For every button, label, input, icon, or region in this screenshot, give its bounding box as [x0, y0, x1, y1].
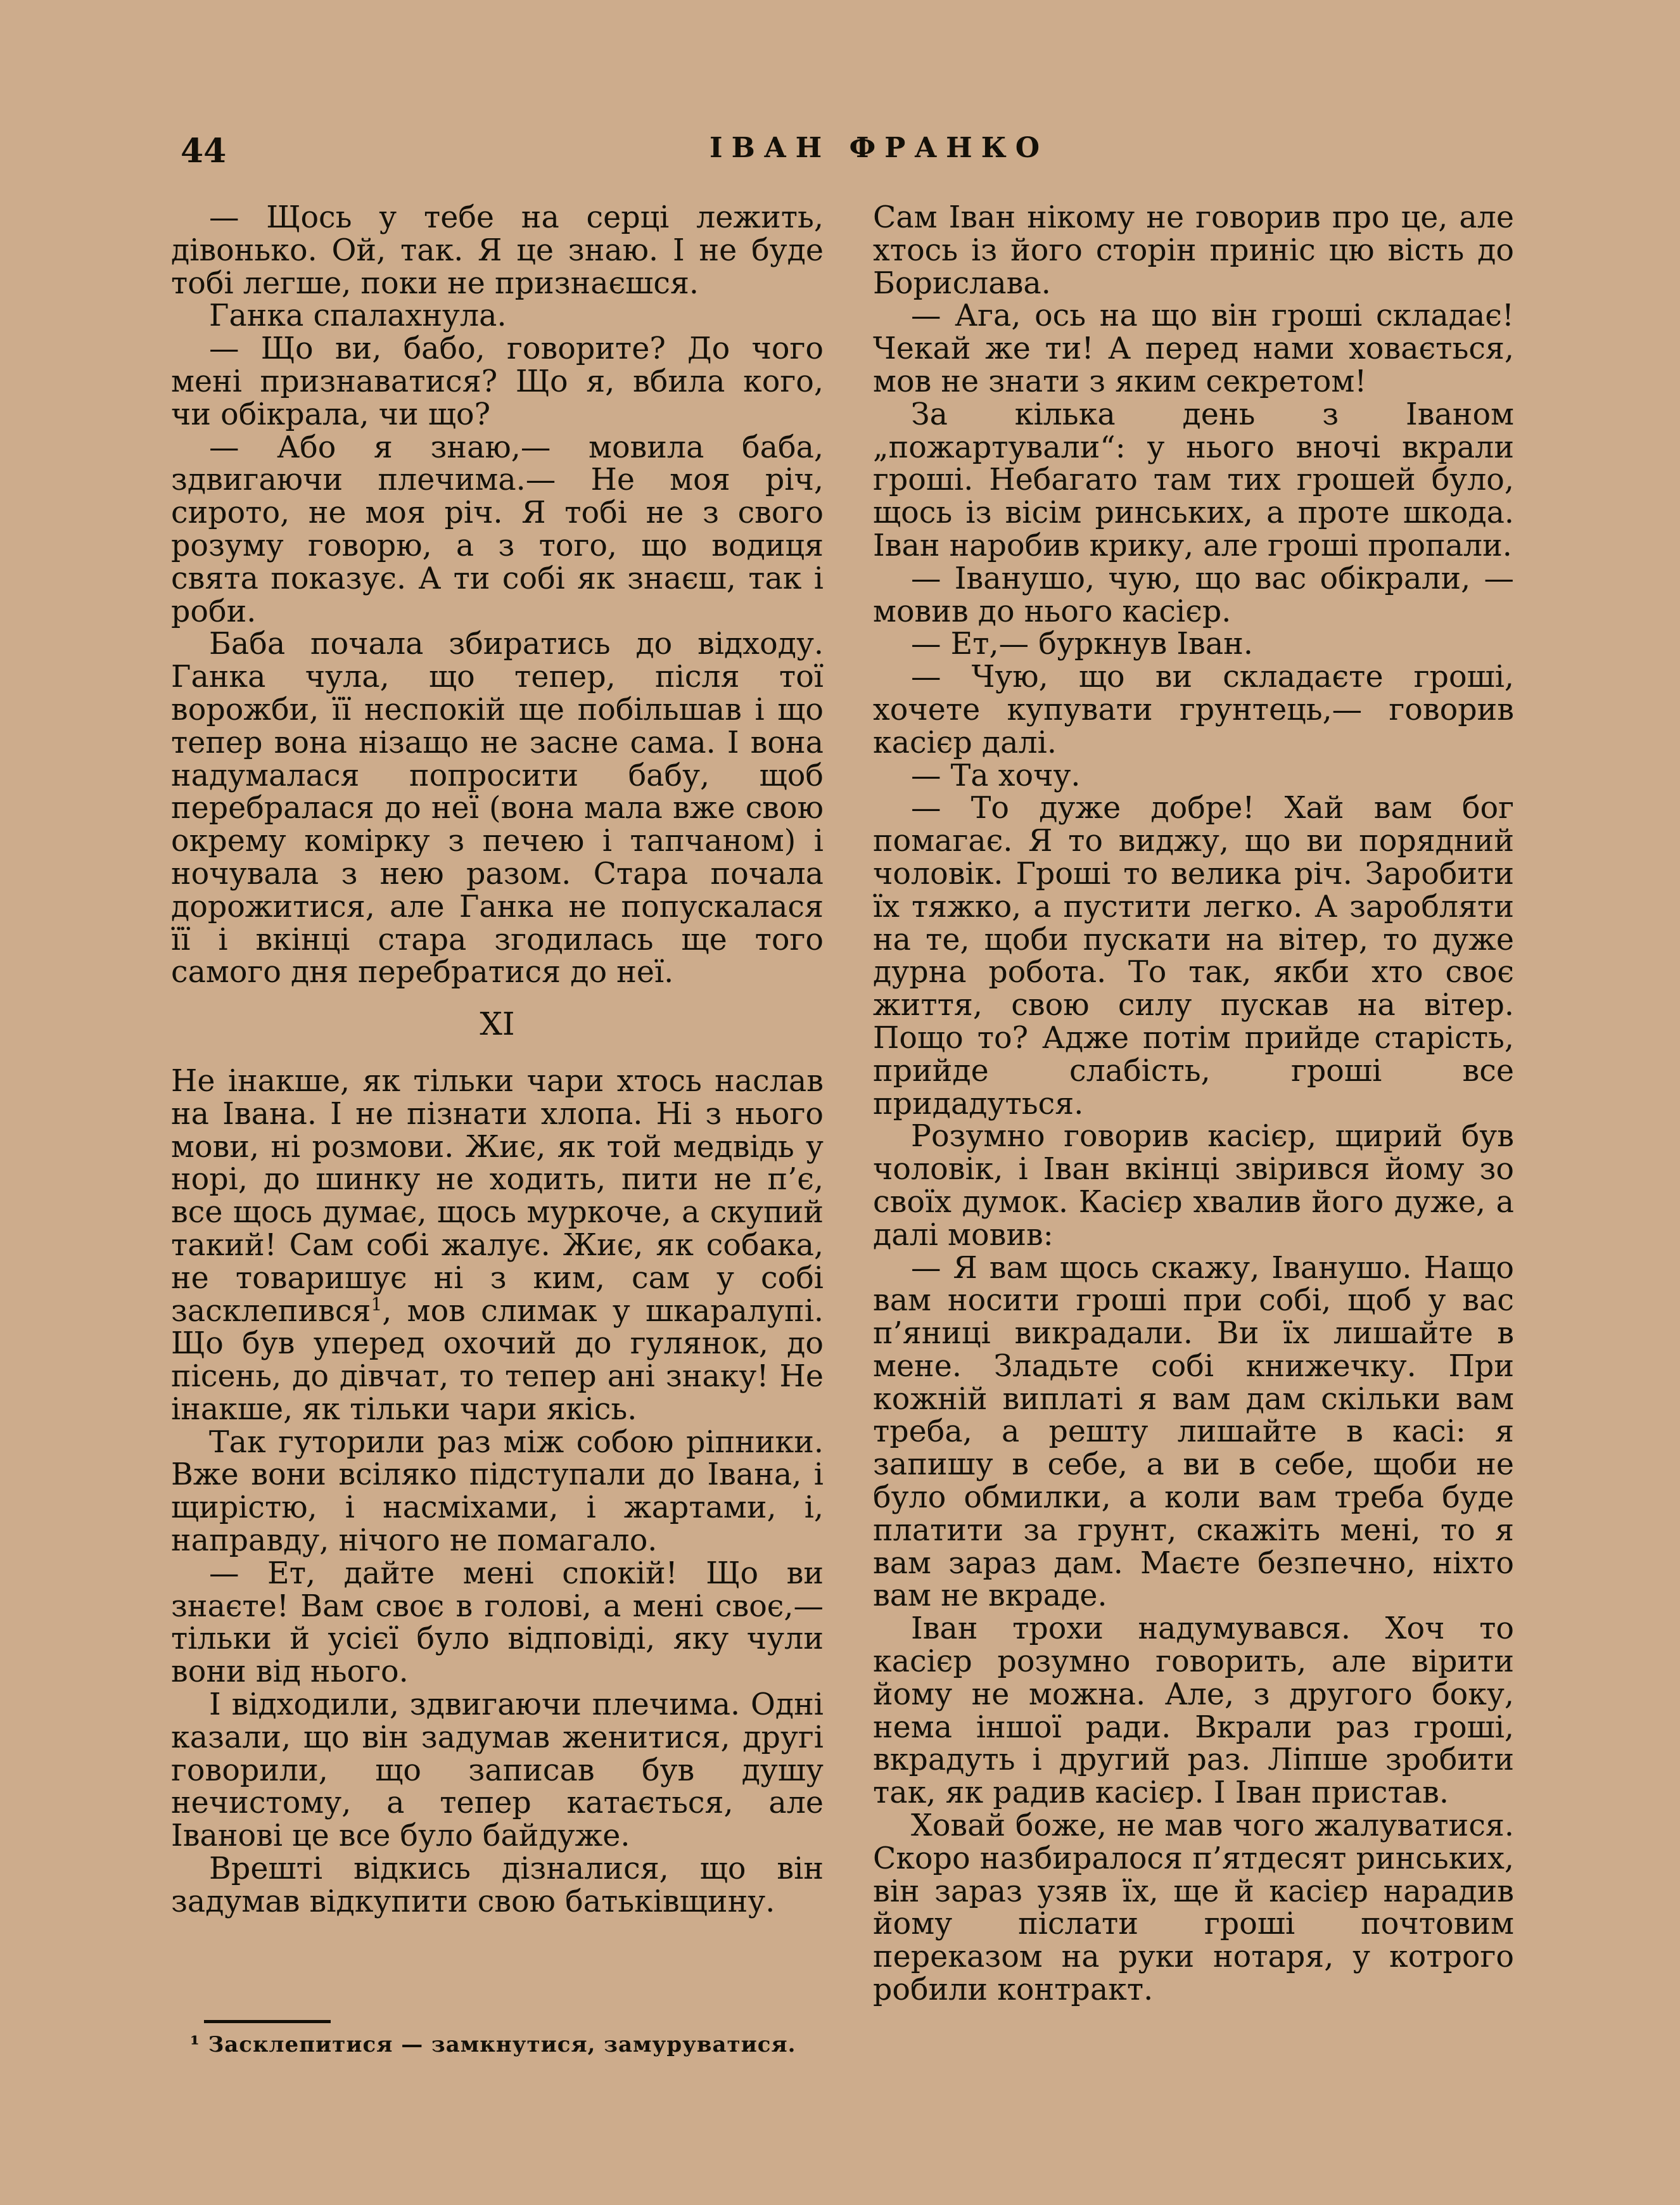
paragraph: — Та хочу.: [911, 758, 1081, 793]
paragraph: І відходили, здвигаючи плечима. Одні казали, що він задумав женитися, другі говорили, що записав був душу нечистому, а тепер катається, але Іванові це все було байдуже.: [171, 1687, 824, 1854]
paragraph: — Чую, що ви складаєте гроші, хочете купувати грунтець,— говорив касієр далі.: [873, 660, 1514, 760]
left-column: [171, 201, 824, 1919]
paragraph: Іван трохи надумувався. Хоч то касієр розумно говорить, але вірити йому не можна. Але, з другого боку, нема іншої ради. Вкрали раз гроші, вкрадуть і другий раз. Ліпше зробити так, як радив касієр. І Іван пристав.: [873, 1611, 1514, 1811]
paragraph: — Іванушо, чую, що вас обікрали, — мовив до нього касієр.: [873, 561, 1514, 629]
paragraph-text: , мов слимак у шкаралупі. Що був уперед охочий до гулянок, до пісень, до дівчат, то тепер ані знаку! Не інакше, як тільки чари якісь.: [171, 1293, 824, 1427]
chapter-first-paragraph: [171, 1065, 824, 1426]
paragraph: Ховай боже, не мав чого жалуватися. Скоро назбиралося п’ятдесят ринських, він зараз узяв їх, ще й касієр нарадив йому післати гроші почтовим переказом на руки нотаря, у котрого робили контракт.: [873, 1808, 1514, 2008]
paragraph: — Щось у тебе на серці лежить, дівонько. Ой, так. Я це знаю. І не буде тобі легше, поки не признаєшся.: [171, 200, 824, 301]
paragraph: — Що ви, бабо, говорите? До чого мені признаватися? Що я, вбила кого, чи обікрала, чи що?: [171, 331, 824, 432]
running-title: ІВАН ФРАНКО: [710, 132, 1049, 164]
right-column: [873, 201, 1514, 2007]
footnote-text: Засклепитися — замкнутися, замуруватися.: [208, 2032, 796, 2057]
paragraph: — Я вам щось скажу, Іванушо. Нащо вам носити гроші при собі, щоб у вас п’яниці викрадали. Ви їх лишайте в мене. Зладьте собі книжечку. При кожній виплаті я вам дам скільки вам треба, а решту лишайте в касі: я запишу в себе, а ви в себе, щоби не було обмилки, а коли вам треба буде платити за грунт, скажіть мені, то я вам зараз дам. Маєте безпечно, ніхто вам не вкраде.: [873, 1250, 1514, 1614]
paragraph: Сам Іван нікому не говорив про це, але хтось із його сторін приніс цю вість до Борислава.: [873, 200, 1514, 301]
paragraph: — Ага, ось на що він гроші складає! Чекай же ти! А перед нами ховається, мов не знати з яким секретом!: [873, 298, 1514, 399]
paragraph: Розумно говорив касієр, щирий був чоловік, і Іван вкінці звірився йому зо своїх думок. Касієр хвалив його дуже, а далі мовив:: [873, 1119, 1514, 1253]
paragraph: Так гуторили раз між собою ріпники. Вже вони всіляко підступали до Івана, і щирістю, і насміхами, і жартами, і, направду, нічого не помагало.: [171, 1424, 824, 1559]
paragraph: Врешті відкись дізналися, що він задумав відкупити свою батьківщину.: [171, 1851, 824, 1919]
chapter-heading: XI: [480, 1006, 515, 1043]
paragraph: Баба почала збиратись до відходу. Ганка чула, що тепер, після тої ворожби, її неспокій ще побільшав і що тепер вона нізащо не засне сама. І вона надумалася попросити бабу, щоб перебралася до неї (вона мала вже свою окрему комірку з печею і тапчаном) і ночувала з нею разом. Стара почала дорожитися, але Ганка не попускалася її і вкінці стара згодилась ще того самого дня перебратися до неї.: [171, 627, 824, 990]
footnote-marker: ¹: [190, 2032, 200, 2057]
page-number: 44: [181, 132, 227, 170]
paragraph-text: Не інакше, як тільки чари хтось наслав на Івана. І не пізнати хлопа. Ні з нього мови, ні розмови. Жиє, як той медвідь у норі, до шинку не ходить, пити не п’є, все щось думає, щось муркоче, а скупий такий! Сам собі жалує. Жиє, як собака, не товаришує ні з ким, сам у собі засклепився: [171, 1063, 824, 1329]
paragraph: — Ет, дайте мені спокій! Що ви знаєте! Вам своє в голові, а мені своє,— тільки й усієї було відповіді, яку чули вони від нього.: [171, 1556, 824, 1690]
paragraph: — Ет,— буркнув Іван.: [911, 627, 1253, 662]
paragraph: — То дуже добре! Хай вам бог помагає. Я то виджу, що ви порядний чоловік. Гроші то велика річ. Заробити їх тяжко, а пустити легко. А заробляти на те, щоби пускати на вітер, то дуже дурна робота. То так, якби хто своє життя, свою силу пускав на вітер. Пощо то? Адже потім прийде старість, прийде слабість, гроші все придадуться.: [873, 791, 1514, 1122]
paragraph: Ганка спалахнула.: [209, 298, 507, 334]
paragraph: За кілька день з Іваном „пожартували“: у нього вночі вкрали гроші. Небагато там тих грошей було, щось із вісім ринських, а проте шкода. Іван наробив крику, але гроші пропали.: [873, 397, 1514, 563]
paragraph: — Або я знаю,— мовила баба, здвигаючи плечима.— Не моя річ, сирото, не моя річ. Я тобі не з свого розуму говорю, а з того, що водиця свята показує. А ти собі як знаєш, так і роби.: [171, 430, 824, 629]
footnote-divider: [204, 2020, 331, 2023]
footnote: [190, 2032, 796, 2057]
footnote-reference: 1: [371, 1293, 383, 1315]
